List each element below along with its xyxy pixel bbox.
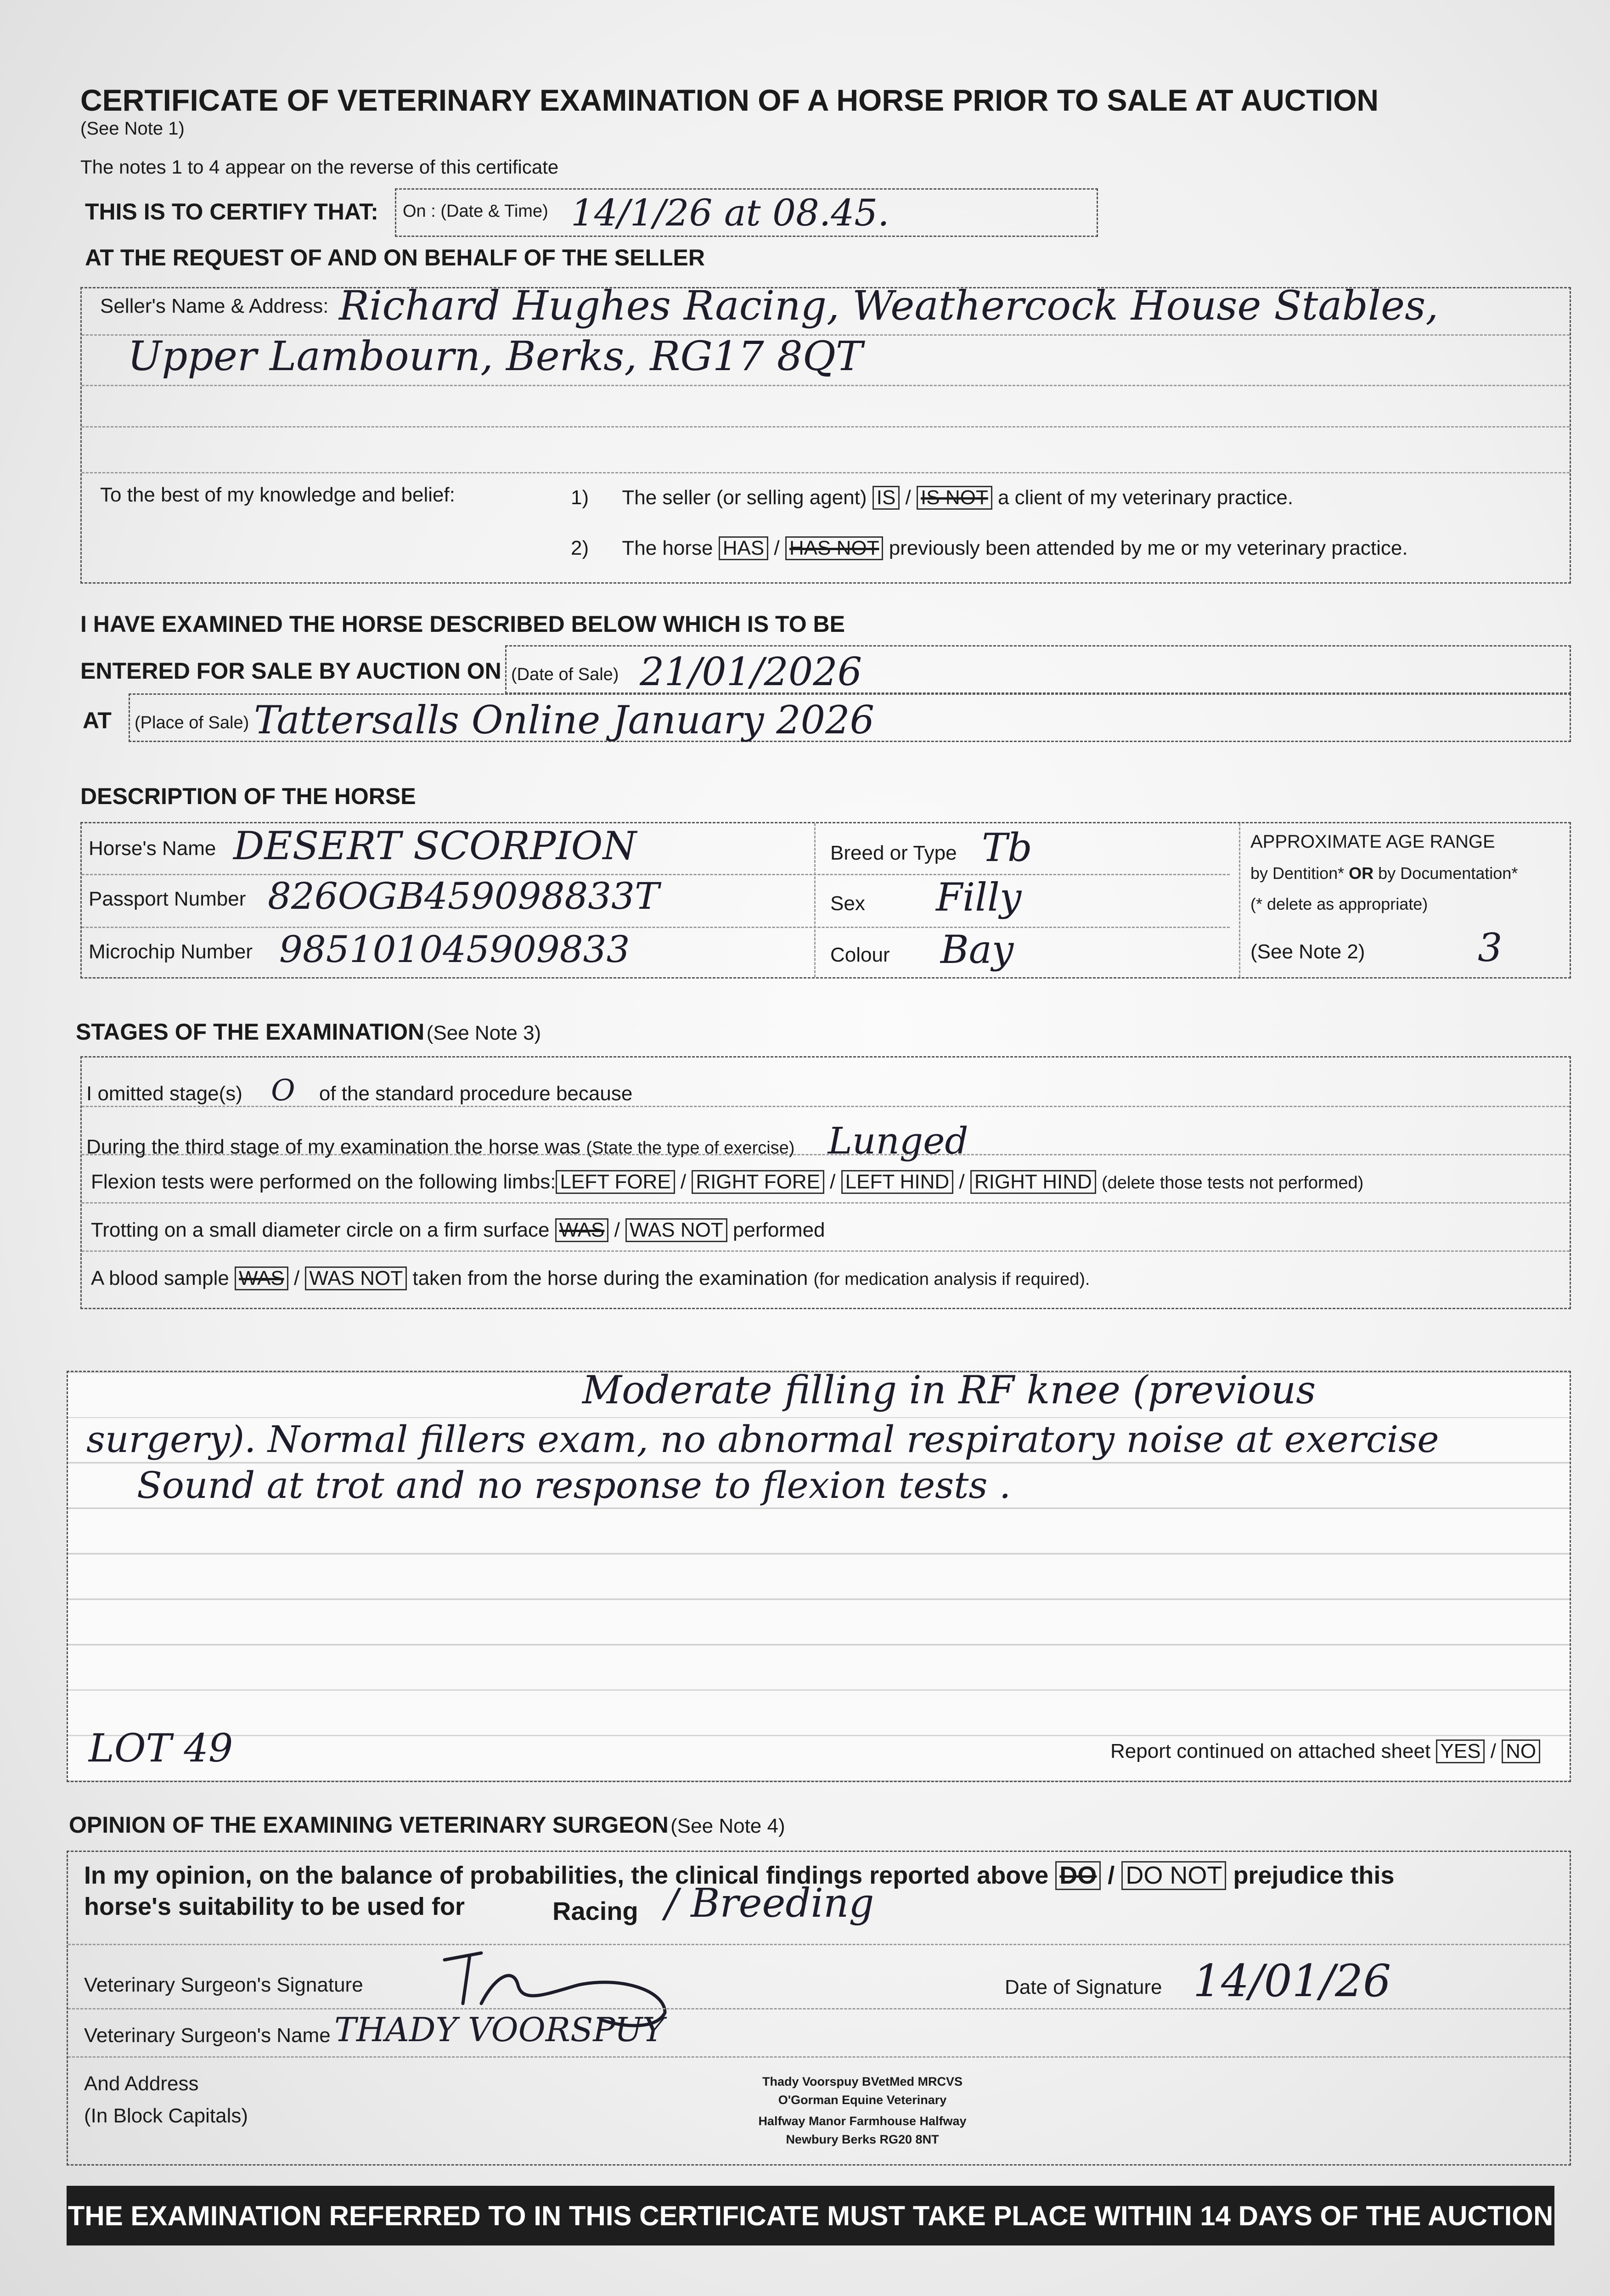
flexion-sep-2: / (830, 1171, 836, 1193)
description-heading: DESCRIPTION OF THE HORSE (80, 783, 416, 809)
item1-post: a client of my veterinary practice. (997, 486, 1294, 509)
stages-note: (See Note 3) (426, 1022, 541, 1044)
certify-date-value: 14/1/26 at 08.45. (571, 191, 889, 234)
horse-name-value[interactable]: DESERT SCORPION (233, 823, 637, 868)
report-box[interactable] (67, 1367, 1571, 1782)
footer-banner: THE EXAMINATION REFERRED TO IN THIS CERTIFICATE MUST TAKE PLACE WITHIN 14 DAYS OF THE AUCTION (67, 2186, 1554, 2245)
seller-box (80, 282, 1571, 584)
seller-name-line2[interactable]: Upper Lambourn, Berks, RG17 8QT (128, 332, 863, 380)
report-line1: Moderate filling in RF knee (previous (582, 1367, 1316, 1412)
flexion-sep-3: / (959, 1171, 965, 1193)
seller-item2 (571, 536, 1408, 560)
use-printed: Racing (552, 1896, 638, 1925)
item2-post: previously been attended by me or my veterinary practice. (889, 537, 1408, 559)
sale-date-value: 21/01/2026 (640, 649, 862, 694)
is-option[interactable]: IS (873, 486, 900, 510)
seller-name-label: Seller's Name & Address: (100, 295, 329, 317)
trot-row (91, 1218, 825, 1242)
report-line2: surgery). Normal fillers exam, no abnormal respiratory noise at exercise (86, 1418, 1439, 1461)
sale-place-value: Tattersalls Online January 2026 (254, 698, 875, 743)
flexion-row (91, 1170, 1363, 1194)
seller-item1 (571, 486, 1293, 510)
flexion-sep-1: / (680, 1171, 687, 1193)
opinion-note: (See Note 4) (670, 1815, 785, 1837)
age-delete-note: (* delete as appropriate) (1250, 895, 1428, 913)
passport-value[interactable]: 826OGB459098833T (268, 875, 659, 917)
blood-post: taken from the horse during the examination (412, 1267, 808, 1289)
belief-label: To the best of my knowledge and belief: (100, 484, 455, 506)
flexion-pre: Flexion tests were performed on the following limbs: (91, 1171, 556, 1193)
microchip-value[interactable]: 985101045909833 (279, 928, 630, 971)
age-methods (1250, 864, 1518, 883)
omitted-value[interactable]: O (271, 1074, 295, 1108)
continued-row (1110, 1739, 1540, 1763)
blood-row (91, 1266, 1090, 1290)
lot-number: LOT 49 (89, 1726, 233, 1771)
flexion-right-fore[interactable]: RIGHT FORE (692, 1170, 824, 1194)
signature-label: Veterinary Surgeon's Signature (84, 1974, 363, 1996)
sale-date-label: (Date of Sale) (511, 665, 619, 684)
third-stage-note: (State the type of exercise) (586, 1138, 795, 1158)
blood-was-not-option[interactable]: WAS NOT (305, 1266, 407, 1290)
blood-pre: A blood sample (91, 1267, 229, 1289)
report-line3: Sound at trot and no response to flexion tests . (137, 1464, 1011, 1507)
date-signature-label: Date of Signature (1005, 1976, 1162, 1998)
breed-label: Breed or Type (830, 842, 957, 864)
stamp-line-2: O'Gorman Equine Veterinary (778, 2093, 947, 2107)
continued-sep: / (1490, 1740, 1496, 1762)
certificate-title: CERTIFICATE OF VETERINARY EXAMINATION OF A HORSE PRIOR TO SALE AT AUCTION (80, 83, 1379, 117)
address-label: And Address (84, 2072, 199, 2095)
certify-date-label: On : (Date & Time) (403, 202, 548, 221)
flexion-post: (delete those tests not performed) (1101, 1173, 1364, 1193)
item2-separator: / (774, 537, 780, 559)
stamp-line-4: Newbury Berks RG20 8NT (786, 2133, 939, 2146)
continued-no[interactable]: NO (1502, 1739, 1540, 1763)
opinion-line2: horse's suitability to be used for (84, 1893, 465, 1920)
age-see-note: (See Note 2) (1250, 940, 1365, 963)
auction-heading: I HAVE EXAMINED THE HORSE DESCRIBED BELOW WHICH IS TO BE (80, 611, 845, 637)
opinion-heading-row (69, 1812, 785, 1838)
omitted-row (86, 1074, 632, 1108)
opinion-text-post: prejudice this (1233, 1862, 1395, 1889)
breed-value[interactable]: Tb (982, 825, 1032, 870)
opinion-sep: / (1108, 1862, 1115, 1889)
sale-place-box[interactable] (129, 693, 1571, 742)
continued-label: Report continued on attached sheet (1110, 1740, 1431, 1762)
continued-yes[interactable]: YES (1436, 1739, 1485, 1763)
colour-label: Colour (830, 944, 890, 966)
sale-date-box[interactable] (505, 645, 1571, 694)
flexion-left-fore[interactable]: LEFT FORE (556, 1170, 675, 1194)
blood-was-option[interactable]: WAS (235, 1266, 288, 1290)
seller-heading: AT THE REQUEST OF AND ON BEHALF OF THE SELLER (85, 245, 705, 270)
at-label: AT (83, 708, 112, 733)
stages-heading: STAGES OF THE EXAMINATION (76, 1019, 425, 1045)
item1-separator: / (905, 486, 911, 509)
trot-was-option[interactable]: WAS (555, 1218, 609, 1242)
stages-box (80, 1056, 1571, 1309)
omitted-post: of the standard procedure because (319, 1082, 633, 1105)
opinion-heading: OPINION OF THE EXAMINING VETERINARY SURGEON (69, 1812, 669, 1838)
trot-was-not-option[interactable]: WAS NOT (625, 1218, 727, 1242)
age-by-dentition[interactable]: by Dentition* (1250, 864, 1345, 883)
trot-pre: Trotting on a small diameter circle on a firm surface (91, 1219, 550, 1241)
block-capitals-note: (In Block Capitals) (84, 2105, 248, 2127)
vet-name-label: Veterinary Surgeon's Name (84, 2024, 331, 2047)
opinion-do-option[interactable]: DO (1055, 1861, 1101, 1890)
microchip-label: Microchip Number (89, 940, 253, 963)
see-note-1: (See Note 1) (80, 118, 185, 139)
horse-name-label: Horse's Name (89, 837, 216, 860)
third-stage-pre: During the third stage of my examination the horse was (86, 1136, 581, 1158)
opinion-text-pre: In my opinion, on the balance of probabilities, the clinical findings reported above (84, 1862, 1049, 1889)
certify-date-box[interactable] (395, 188, 1098, 237)
stamp-line-1: Thady Voorspuy BVetMed MRCVS (762, 2075, 963, 2088)
is-not-option[interactable]: IS NOT (917, 486, 992, 510)
item1-text: The seller (or selling agent) (622, 486, 867, 509)
third-stage-row (86, 1120, 968, 1162)
stages-heading-row (76, 1019, 541, 1045)
colour-value[interactable]: Bay (940, 927, 1014, 972)
item2-text: The horse (622, 537, 713, 559)
item1-number: 1) (571, 486, 589, 509)
item2-number: 2) (571, 537, 589, 559)
age-or: OR (1349, 864, 1374, 883)
vet-name-value[interactable]: THADY VOORSPUY (334, 2010, 664, 2049)
date-signature-value[interactable]: 14/01/26 (1193, 1955, 1391, 2007)
stamp-line-3: Halfway Manor Farmhouse Halfway (758, 2114, 967, 2128)
omitted-pre: I omitted stage(s) (86, 1082, 242, 1105)
notes-line: The notes 1 to 4 appear on the reverse of this certificate (80, 156, 559, 178)
opinion-box (67, 1851, 1571, 2166)
trot-sep: / (614, 1219, 620, 1241)
passport-label: Passport Number (89, 888, 246, 910)
has-not-option[interactable]: HAS NOT (785, 536, 884, 560)
seller-name-line1[interactable]: Richard Hughes Racing, Weathercock House Stables, (339, 282, 1439, 329)
opinion-do-not-option[interactable]: DO NOT (1121, 1861, 1226, 1890)
blood-sep: / (293, 1267, 300, 1289)
age-heading: APPROXIMATE AGE RANGE (1250, 832, 1495, 852)
entered-label: ENTERED FOR SALE BY AUCTION ON (80, 658, 501, 684)
sex-label: Sex (830, 892, 865, 915)
third-stage-value[interactable]: Lunged (828, 1120, 968, 1162)
sex-value[interactable]: Filly (936, 875, 1022, 920)
has-option[interactable]: HAS (719, 536, 768, 560)
certify-label: THIS IS TO CERTIFY THAT: (85, 199, 378, 225)
age-by-documentation[interactable]: by Documentation* (1378, 864, 1518, 883)
flexion-right-hind[interactable]: RIGHT HIND (970, 1170, 1096, 1194)
trot-post: performed (732, 1219, 825, 1241)
vet-stamp (734, 2072, 991, 2149)
use-handwritten[interactable]: / Breeding (665, 1880, 874, 1926)
blood-note: (for medication analysis if required). (813, 1270, 1090, 1289)
description-box (80, 822, 1571, 979)
flexion-left-hind[interactable]: LEFT HIND (841, 1170, 954, 1194)
sale-place-label: (Place of Sale) (135, 713, 249, 732)
age-value[interactable]: 3 (1478, 925, 1503, 970)
